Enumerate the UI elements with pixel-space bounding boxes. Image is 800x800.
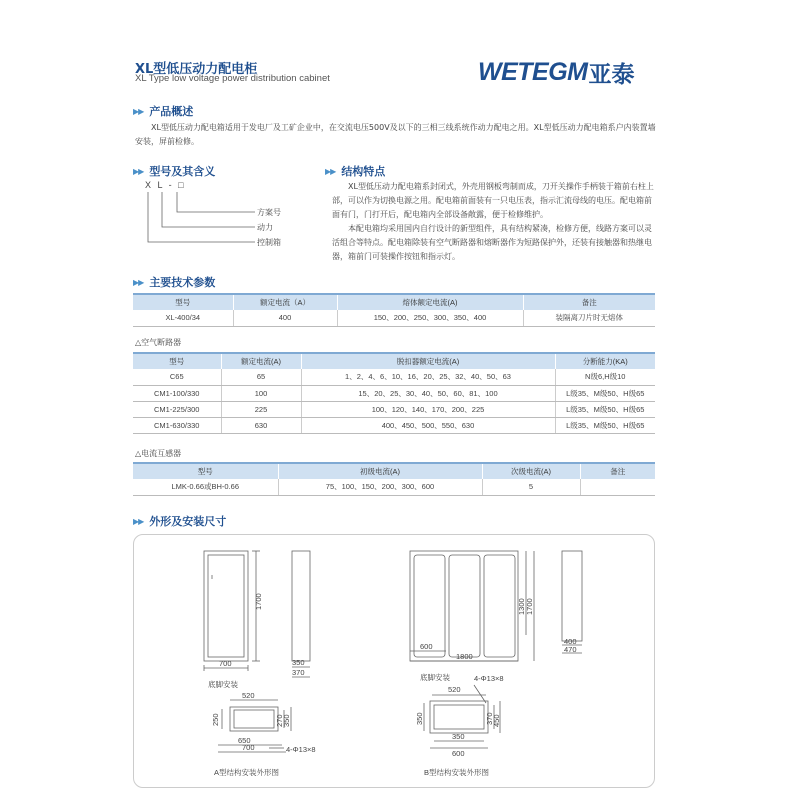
table-header-cell: 备注: [523, 294, 655, 310]
table-header-cell: 额定电流(A): [221, 353, 301, 369]
a-height-label: 1700: [254, 593, 263, 610]
table-cell: 100: [221, 385, 301, 401]
a-width-label: 700: [219, 659, 232, 668]
b-350-label: 350: [452, 732, 465, 741]
double-arrow-icon: ▶▶: [325, 166, 336, 176]
table-cell: 630: [221, 417, 301, 433]
table-header-cell: 额定电流（A）: [233, 294, 337, 310]
b-520-label: 520: [448, 685, 461, 694]
a-350-label: 350: [282, 714, 291, 727]
table-header-cell: 型号: [133, 294, 233, 310]
section-overview-title: 产品概述: [149, 105, 194, 118]
a-depth-top-label: 350: [292, 658, 305, 667]
dimension-drawings: [134, 535, 654, 787]
a-holes-label: 4-Φ13×8: [286, 745, 316, 754]
section-model-heading: [133, 163, 215, 179]
table-header-row: [133, 353, 655, 369]
b-foot-label: 底脚安装: [420, 673, 450, 682]
structure-paragraph-2: 本配电箱均采用国内自行设计的新型组件，具有结构紧凑，检修方便，线路方案可以灵活组合等特点。配电箱除装有空气断路器和熔断器作为短路保护外，还装有接触器和热继电器，箱前门可装操作按钮和指示灯。: [332, 224, 652, 261]
section-structure-heading: [325, 163, 385, 179]
table-cell: 400: [233, 310, 337, 326]
a-side-cabinet: [292, 551, 310, 661]
b-400-label: 400: [564, 637, 577, 646]
b-base-plate: [430, 701, 488, 733]
table-header-cell: 备注: [580, 463, 655, 479]
b-370-label: 370: [485, 712, 494, 725]
a-650-label: 650: [238, 736, 251, 745]
logo-text-cn: 亚泰: [588, 61, 635, 88]
table-cell: CM1-100/330: [133, 385, 221, 401]
table-row: [133, 401, 655, 417]
table-header-cell: 分断能力(KA): [555, 353, 655, 369]
table-cell: N级6,H级10: [555, 369, 655, 385]
table-cell: 装隔离刀片时无熔体: [523, 310, 655, 326]
main-params-table: [133, 293, 655, 327]
b-1300-label: 1300: [517, 598, 526, 615]
a-250-label: 250: [211, 713, 220, 726]
a-caption: A型结构安装外形图: [214, 768, 280, 777]
b-470-label: 470: [564, 645, 577, 654]
a-front-cabinet: [204, 551, 248, 661]
b-1800-label: 1800: [456, 652, 473, 661]
model-code: X L - □: [145, 180, 186, 190]
table-header-cell: 初级电流(A): [278, 463, 482, 479]
double-arrow-icon: ▶▶: [133, 166, 144, 176]
b-600-label: 600: [420, 642, 433, 651]
table-cell: L级35、M级50、H级65: [555, 401, 655, 417]
table-cell: 65: [221, 369, 301, 385]
overview-text: [135, 121, 657, 149]
table-cell: 100、120、140、170、200、225: [301, 401, 555, 417]
page-title: XL型低压动力配电柜: [135, 62, 258, 77]
logo-text-en: WETEGM: [478, 57, 588, 86]
table-cell: 150、200、250、300、350、400: [337, 310, 523, 326]
breaker-table: [133, 352, 655, 434]
double-arrow-icon: ▶▶: [133, 277, 144, 287]
table-header-cell: 型号: [133, 463, 278, 479]
table-cell: C65: [133, 369, 221, 385]
a-depth-bottom-label: 370: [292, 668, 305, 677]
table-header-row: [133, 463, 655, 479]
table-header-row: [133, 294, 655, 310]
b-side-cabinet: [562, 551, 582, 641]
table-header-cell: 脱扣器额定电流(A): [301, 353, 555, 369]
brand-logo: [478, 54, 635, 90]
table-row: [133, 369, 655, 385]
table-cell: CM1-630/330: [133, 417, 221, 433]
b-holes-label: 4-Φ13×8: [474, 674, 504, 683]
ct-label: △电流互感器: [135, 449, 182, 458]
a-base-plate: [230, 707, 278, 731]
model-code-diagram: [140, 190, 260, 250]
section-dimensions-title: 外形及安装尺寸: [149, 515, 227, 528]
table-header-cell: 型号: [133, 353, 221, 369]
b-600b-label: 600: [452, 749, 465, 758]
page-subtitle: XL Type low voltage power distribution cabinet: [135, 73, 330, 84]
table-header-cell: 熔体额定电流(A): [337, 294, 523, 310]
double-arrow-icon: ▶▶: [133, 516, 144, 526]
code-label-power: 动力: [257, 223, 273, 232]
table-cell: XL-400/34: [133, 310, 233, 326]
table-row: [133, 417, 655, 433]
table-row: [133, 310, 655, 326]
table-cell: 225: [221, 401, 301, 417]
table-cell: 5: [482, 479, 580, 495]
section-overview-heading: [133, 103, 193, 119]
table-row: [133, 385, 655, 401]
table-cell: CM1-225/300: [133, 401, 221, 417]
double-arrow-icon: ▶▶: [133, 106, 144, 116]
a-520-label: 520: [242, 691, 255, 700]
structure-paragraph-1: XL型低压动力配电箱系封闭式，外壳用钢板弯制而成，刀开关操作手柄装于箱前右柱上部，可以作为切换电源之用。配电箱前面装有一只电压表，指示汇流母线的电压。配电箱前面有门，门打开后，配电箱内全部设备敞露，便于检修维护。: [332, 182, 654, 219]
section-structure-title: 结构特点: [341, 165, 386, 178]
dimensions-panel: [133, 534, 655, 788]
section-params-heading: [133, 274, 215, 290]
table-cell: 15、20、25、30、40、50、60、81、100: [301, 385, 555, 401]
b-d350-label: 350: [415, 712, 424, 725]
table-cell: 75、100、150、200、300、600: [278, 479, 482, 495]
table-row: [133, 479, 655, 495]
b-1700-label: 1700: [525, 598, 534, 615]
b-caption: B型结构安装外形图: [424, 768, 490, 777]
table-cell: [580, 479, 655, 495]
table-cell: LMK-0.66或BH-0.66: [133, 479, 278, 495]
ct-table: [133, 462, 655, 496]
table-cell: L级35、M级50、H级65: [555, 385, 655, 401]
overview-paragraph: XL型低压动力配电箱适用于发电厂及工矿企业中，在交流电压500V及以下的三相三线系统作动力配电之用。XL型低压动力配电箱系户内装置墙安装，屏前检修。: [135, 123, 656, 146]
table-cell: L级35、M级50、H级65: [555, 417, 655, 433]
code-label-box: 控制箱: [257, 238, 281, 247]
section-model-title: 型号及其含义: [149, 165, 216, 178]
code-label-scheme: 方案号: [257, 208, 281, 217]
a-foot-label: 底脚安装: [208, 680, 238, 689]
section-dimensions-heading: [133, 513, 226, 529]
table-cell: 400、450、500、550、630: [301, 417, 555, 433]
breaker-label: △空气断路器: [135, 338, 182, 347]
section-params-title: 主要技术参数: [149, 276, 216, 289]
table-cell: 1、2、4、6、10、16、20、25、32、40、50、63: [301, 369, 555, 385]
a-700-label: 700: [242, 743, 255, 752]
b-450-label: 450: [492, 714, 501, 727]
structure-text: [332, 180, 658, 264]
table-header-cell: 次级电流(A): [482, 463, 580, 479]
a-270-label: 270: [275, 714, 284, 727]
